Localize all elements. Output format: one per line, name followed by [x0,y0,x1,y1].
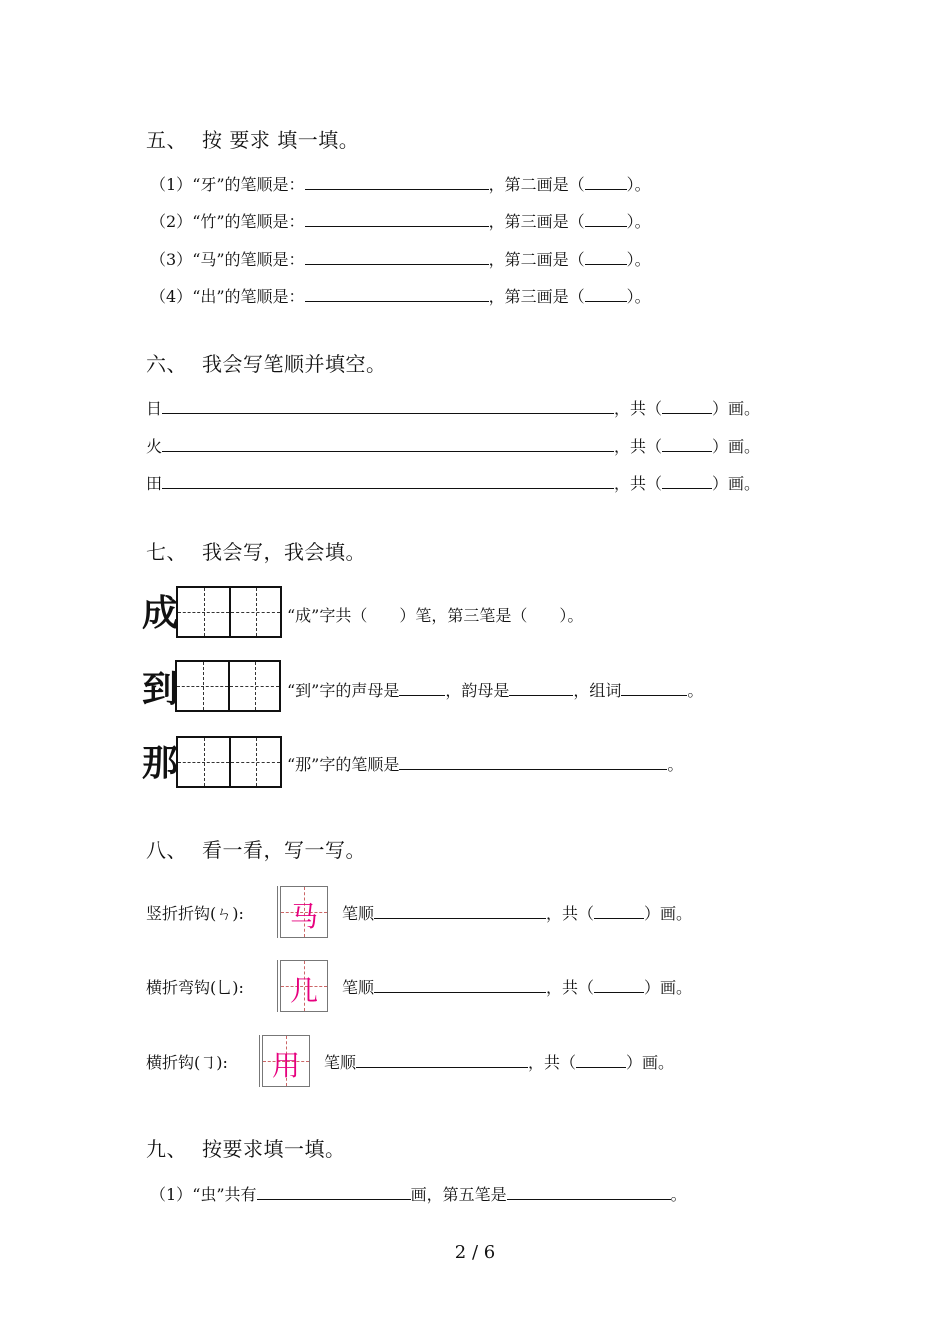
item-number: （3） [150,250,193,269]
section-title: 按要求填一填。 [202,1137,346,1161]
section-title: 我会写，我会填。 [202,540,366,564]
grid-cell[interactable] [228,662,279,710]
item-question: “出”的笔顺是： [192,287,305,306]
grid-cell[interactable] [177,662,228,710]
item-number: （4） [150,287,193,306]
item-end-text: ）画。 [644,978,693,997]
item-text: “虫”共有 [192,1185,257,1204]
item-mid-text: ，共（ [614,399,663,418]
section-number: 八、 [146,838,187,862]
s7-item-2 [287,678,703,701]
answer-blank[interactable] [374,904,546,919]
s7-item-1-text: “成”字共（ ）笔，第三笔是（ ）。 [287,606,584,625]
stroke-label: 横折弯钩(乚): [146,978,244,997]
s5-item-2 [150,209,651,232]
example-character: 马 [289,900,318,933]
item-text: 。 [667,755,684,774]
page-number: 2 / 6 [454,1242,496,1263]
item-end-text: ）画。 [712,399,761,418]
s8-item-2 [342,975,692,998]
item-number: （2） [150,212,193,231]
answer-blank[interactable] [585,287,627,302]
section-number: 五、 [146,128,187,152]
answer-blank[interactable] [585,212,627,227]
section-title: 按 要求 填一填。 [202,128,360,152]
item-mid-text: ，共（ [546,904,595,923]
section-8-heading [146,834,366,863]
section-title: 我会写笔顺并填空。 [202,352,387,376]
item-char: 日 [146,399,163,418]
item-text: 笔顺 [342,978,375,997]
answer-blank[interactable] [374,978,546,993]
answer-blank[interactable] [162,399,614,414]
item-mid-text: ，第三画是（ [488,287,585,306]
answer-blank[interactable] [585,175,627,190]
section-title: 看一看，写一写。 [202,838,366,862]
grid-cell[interactable] [178,738,229,786]
s6-item-3 [146,471,760,494]
item-text: 笔顺 [342,904,375,923]
item-mid-text: ，第二画是（ [488,250,585,269]
item-text: 画，第五笔是 [410,1185,507,1204]
stroke-example-box [262,1035,310,1087]
answer-blank[interactable] [662,474,712,489]
item-number: （1） [150,1185,193,1204]
section-number: 九、 [146,1137,187,1161]
tianzige-grid[interactable] [175,660,281,712]
answer-blank[interactable] [621,681,687,696]
item-question: “竹”的笔顺是： [192,212,305,231]
stroke-example-box [280,960,328,1012]
s7-item-3 [287,752,683,775]
item-mid-text: ，共（ [614,437,663,456]
tianzige-grid[interactable] [176,736,282,788]
answer-blank[interactable] [162,474,614,489]
section-number: 七、 [146,540,187,564]
s6-item-2 [146,434,760,457]
item-char: 火 [146,437,163,456]
section-5-heading [146,124,359,153]
s8-item-3 [324,1050,674,1073]
example-character: 几 [289,974,318,1007]
item-end-text: ）画。 [626,1053,675,1072]
item-end-text: ）。 [626,175,651,194]
tianzige-grid[interactable] [176,586,282,638]
answer-blank[interactable] [305,250,489,265]
big-character: 成 [142,593,179,634]
grid-cell[interactable] [178,588,229,636]
item-number: （1） [150,175,193,194]
big-character: 那 [142,743,179,784]
item-char: 田 [146,474,163,493]
s6-item-1 [146,396,760,419]
s5-item-1 [150,172,651,195]
s5-item-3 [150,247,651,270]
answer-blank[interactable] [507,1185,671,1200]
item-end-text: ）。 [626,250,651,269]
answer-blank[interactable] [257,1185,411,1200]
section-number: 六、 [146,352,187,376]
big-character: 到 [142,669,179,710]
answer-blank[interactable] [585,250,627,265]
answer-blank[interactable] [594,904,644,919]
answer-blank[interactable] [509,681,573,696]
section-7-heading [146,536,366,565]
item-mid-text: ，共（ [528,1053,577,1072]
answer-blank[interactable] [399,755,667,770]
s9-item-1 [150,1182,687,1205]
s5-item-4 [150,284,651,307]
item-text: “到”字的声母是 [287,681,400,700]
example-character: 用 [271,1049,300,1082]
answer-blank[interactable] [162,437,614,452]
item-end-text: ）画。 [712,474,761,493]
item-text: 。 [687,681,704,700]
answer-blank[interactable] [399,681,445,696]
stroke-label: 竖折折钩(ㄣ): [146,904,244,923]
grid-cell[interactable] [229,588,280,636]
item-text: 笔顺 [324,1053,357,1072]
item-text: 。 [670,1185,687,1204]
item-question: “牙”的笔顺是： [192,175,305,194]
item-text: ，组词 [573,681,622,700]
section-9-heading [146,1133,346,1162]
answer-blank[interactable] [576,1053,626,1068]
item-mid-text: ，第三画是（ [488,212,585,231]
answer-blank[interactable] [662,437,712,452]
item-mid-text: ，共（ [546,978,595,997]
item-text: “那”字的笔顺是 [287,755,400,774]
stroke-example-box [280,886,328,938]
section-6-heading [146,348,387,377]
item-end-text: ）。 [626,287,651,306]
item-end-text: ）。 [626,212,651,231]
item-text: ，韵母是 [445,681,510,700]
item-end-text: ）画。 [712,437,761,456]
item-question: “马”的笔顺是： [192,250,305,269]
s8-item-1 [342,901,692,924]
item-end-text: ）画。 [644,904,693,923]
item-mid-text: ，共（ [614,474,663,493]
item-mid-text: ，第二画是（ [488,175,585,194]
answer-blank[interactable] [662,399,712,414]
stroke-label: 横折钩(㇆): [146,1053,228,1072]
answer-blank[interactable] [305,212,489,227]
answer-blank[interactable] [305,175,489,190]
answer-blank[interactable] [594,978,644,993]
grid-cell[interactable] [229,738,280,786]
answer-blank[interactable] [305,287,489,302]
answer-blank[interactable] [356,1053,528,1068]
